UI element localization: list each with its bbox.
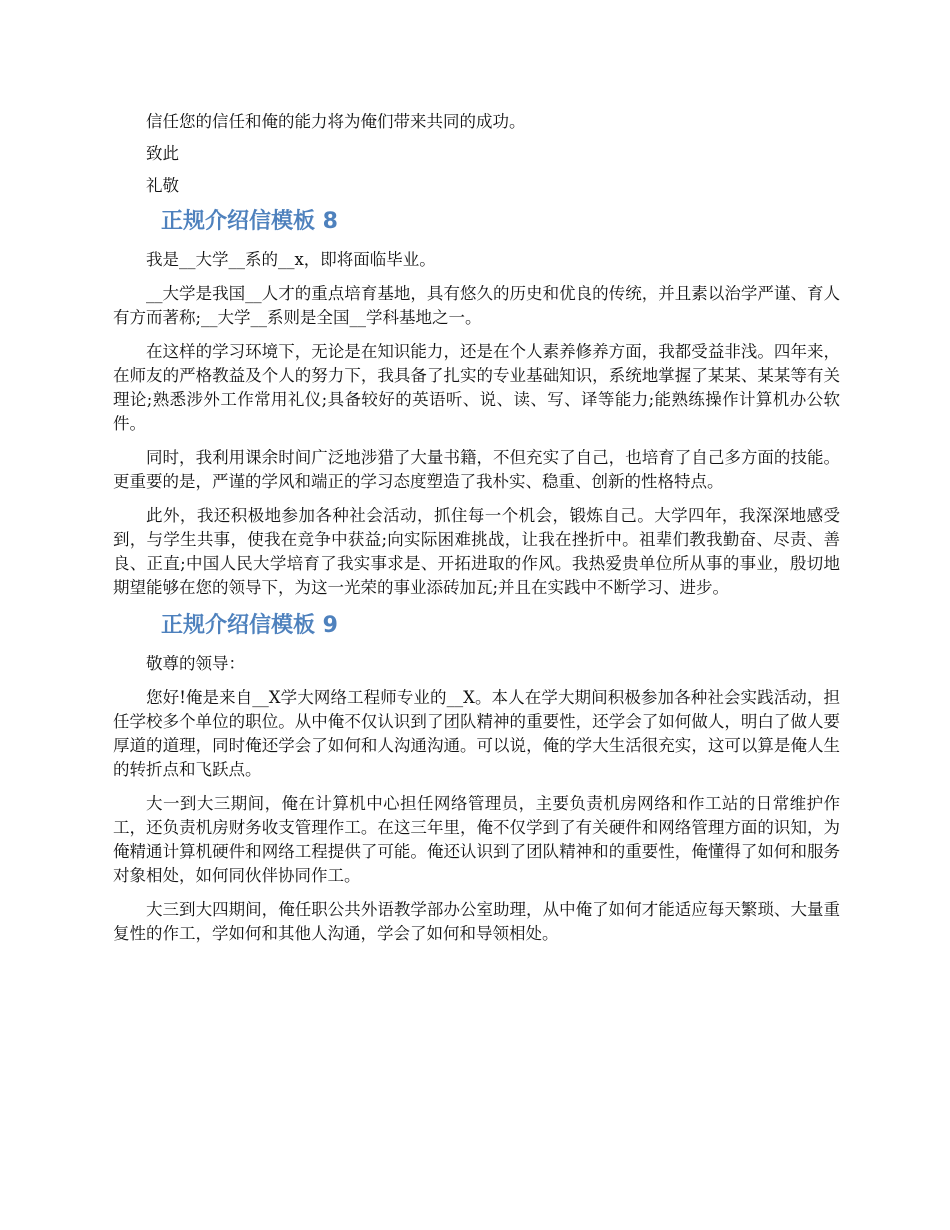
section-heading: 正规介绍信模板 9 bbox=[161, 613, 338, 638]
paragraph: 大一到大三期间，俺在计算机中心担任网络管理员，主要负责机房网络和作工站的日常维护作工，还负责机房财务收支管理作工。在这三年里，俺不仅学到了有关硬件和网络管理方面的识知，为俺精通计算机硬件和网络工程提供了可能。俺还认识到了团队精神和的重要性，俺懂得了如何和服务对象相处，如何同伙伴协同作工。 bbox=[113, 794, 840, 885]
closing-line: 致此 bbox=[146, 144, 179, 163]
closing-line: 礼敬 bbox=[146, 176, 179, 195]
paragraph: 您好!俺是来自__X学大网络工程师专业的__X。本人在学大期间积极参加各种社会实践活动，担任学校多个单位的职位。从中俺不仅认识到了团队精神的重要性，还学会了如何做人，明白了做人要厚道的道理，同时俺还学会了如何和人沟通沟通。可以说，俺的学大生活很充实，这可以算是俺人生的转折点和飞跃点。 bbox=[113, 688, 840, 779]
paragraph: __大学是我国__人才的重点培育基地，具有悠久的历史和优良的传统，并且素以治学严谨、育人有方而著称;__大学__系则是全国__学科基地之一。 bbox=[113, 284, 840, 327]
paragraph: 我是__大学__系的__x，即将面临毕业。 bbox=[146, 250, 436, 269]
paragraph: 此外，我还积极地参加各种社会活动，抓住每一个机会，锻炼自己。大学四年，我深深地感受到，与学生共事，使我在竞争中获益;向实际困难挑战，让我在挫折中。祖辈们教我勤奋、尽责、善良、正直;中国人民大学培育了我实事求是、开拓进取的作风。我热爱贵单位所从事的事业，殷切地期望能够在您的领导下，为这一光荣的事业添砖加瓦;并且在实践中不断学习、进步。 bbox=[113, 506, 840, 597]
paragraph: 信任您的信任和俺的能力将为俺们带来共同的成功。 bbox=[146, 112, 526, 131]
document-body bbox=[113, 110, 840, 956]
paragraph: 大三到大四期间，俺任职公共外语教学部办公室助理，从中俺了如何才能适应每天繁琐、大量重复性的作工，学如何和其他人沟通，学会了如何和导领相处。 bbox=[113, 900, 840, 943]
salutation: 敬尊的领导： bbox=[146, 654, 245, 673]
section-heading: 正规介绍信模板 8 bbox=[161, 209, 338, 234]
paragraph: 同时，我利用课余时间广泛地涉猎了大量书籍，不但充实了自己，也培育了自己多方面的技能。更重要的是，严谨的学风和端正的学习态度塑造了我朴实、稳重、创新的性格特点。 bbox=[113, 448, 840, 491]
paragraph: 在这样的学习环境下，无论是在知识能力，还是在个人素养修养方面，我都受益非浅。四年来，在师友的严格教益及个人的努力下，我具备了扎实的专业基础知识，系统地掌握了某某、某某等有关理论;熟悉涉外工作常用礼仪;具备较好的英语听、说、读、写、译等能力;能熟练操作计算机办公软件。 bbox=[113, 342, 840, 433]
